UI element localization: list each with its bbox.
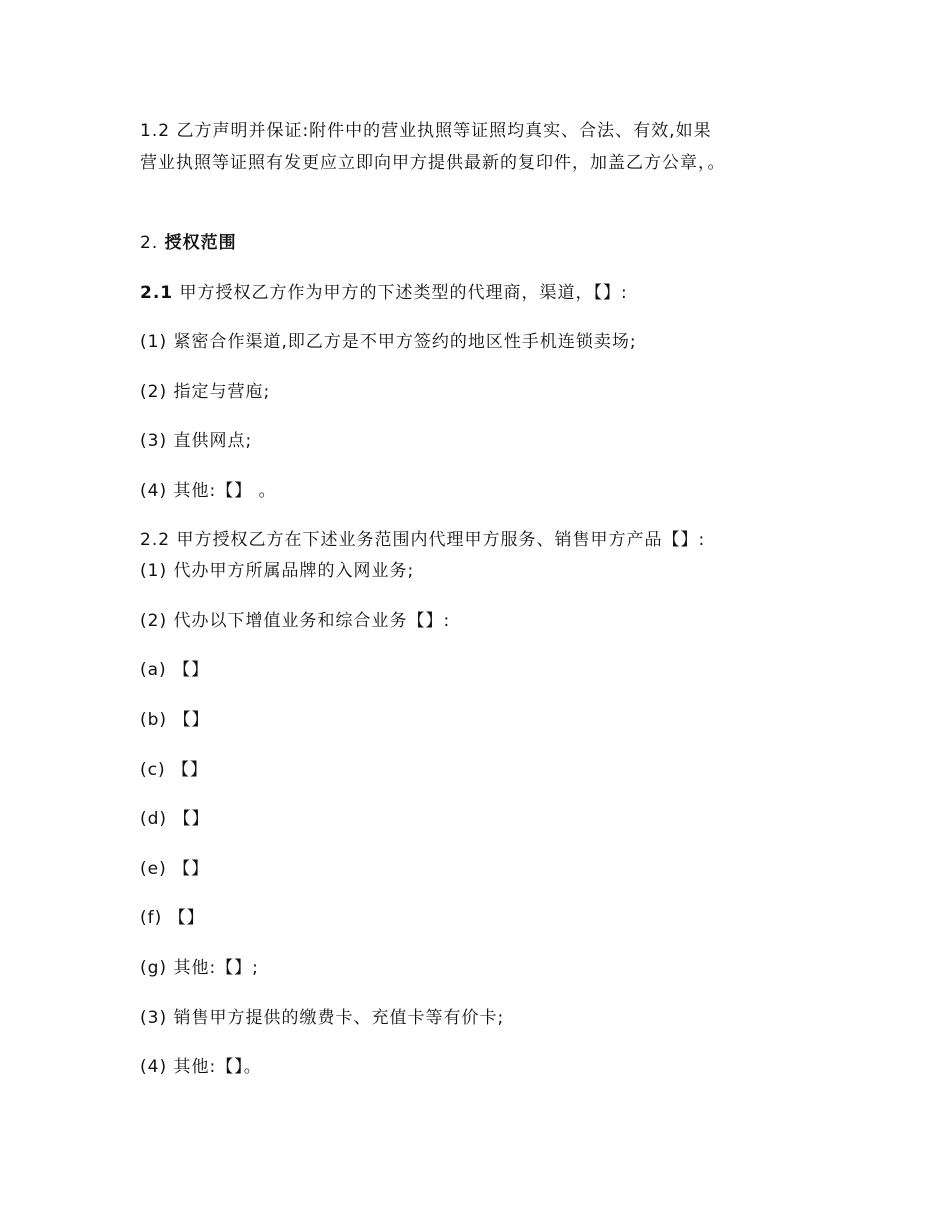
clause-2-2-sub-item: (e) 【】	[140, 859, 210, 879]
clause-1-2-line-2: 营业执照等证照有发更应立即向甲方提供最新的复印件，加盖乙方公章，。	[140, 153, 726, 173]
clause-2-2-item-2: (2) 代办以下增值业务和综合业务【】:	[140, 611, 451, 631]
clause-2-2-item-4: (4) 其他:【】。	[140, 1057, 262, 1077]
clause-2-2-item-1: (1) 代办甲方所属品牌的入网业务;	[140, 561, 415, 581]
clause-2-1-item: (1) 紧密合作渠道,即乙方是不甲方签约的地区性手机连锁卖场;	[140, 332, 637, 352]
clause-2-1-text: 甲方授权乙方作为甲方的下述类型的代理商，渠道，【】:	[179, 283, 628, 303]
clause-2-2-sub-item: (d) 【】	[140, 809, 210, 829]
section-2-title: 授权范围	[164, 233, 237, 253]
clause-2-2-sub-item: (f) 【】	[140, 908, 205, 928]
clause-2-2-heading: 2.2 甲方授权乙方在下述业务范围内代理甲方服务、销售甲方产品【】:	[140, 530, 706, 550]
section-2-heading	[140, 232, 237, 254]
clause-2-2-sub-item: (b) 【】	[140, 710, 210, 730]
clause-2-1-item: (3) 直供网点;	[140, 431, 253, 451]
clause-2-1-heading	[140, 282, 628, 304]
clause-2-1-item: (2) 指定与营庖;	[140, 382, 271, 402]
clause-2-1-number: 2.1	[140, 283, 174, 303]
clause-2-2-sub-item: (g) 其他:【】;	[140, 958, 259, 978]
clause-2-2-sub-item: (c) 【】	[140, 760, 209, 780]
section-2-number: 2.	[140, 233, 159, 253]
clause-2-2-item-3: (3) 销售甲方提供的缴费卡、充值卡等有价卡;	[140, 1008, 505, 1028]
clause-1-2-line-1: 1.2 乙方声明并保证:附件中的营业执照等证照均真实、合法、有效,如果	[140, 121, 712, 141]
clause-2-1-item: (4) 其他:【】 。	[140, 481, 277, 501]
clause-2-2-sub-item: (a) 【】	[140, 660, 210, 680]
